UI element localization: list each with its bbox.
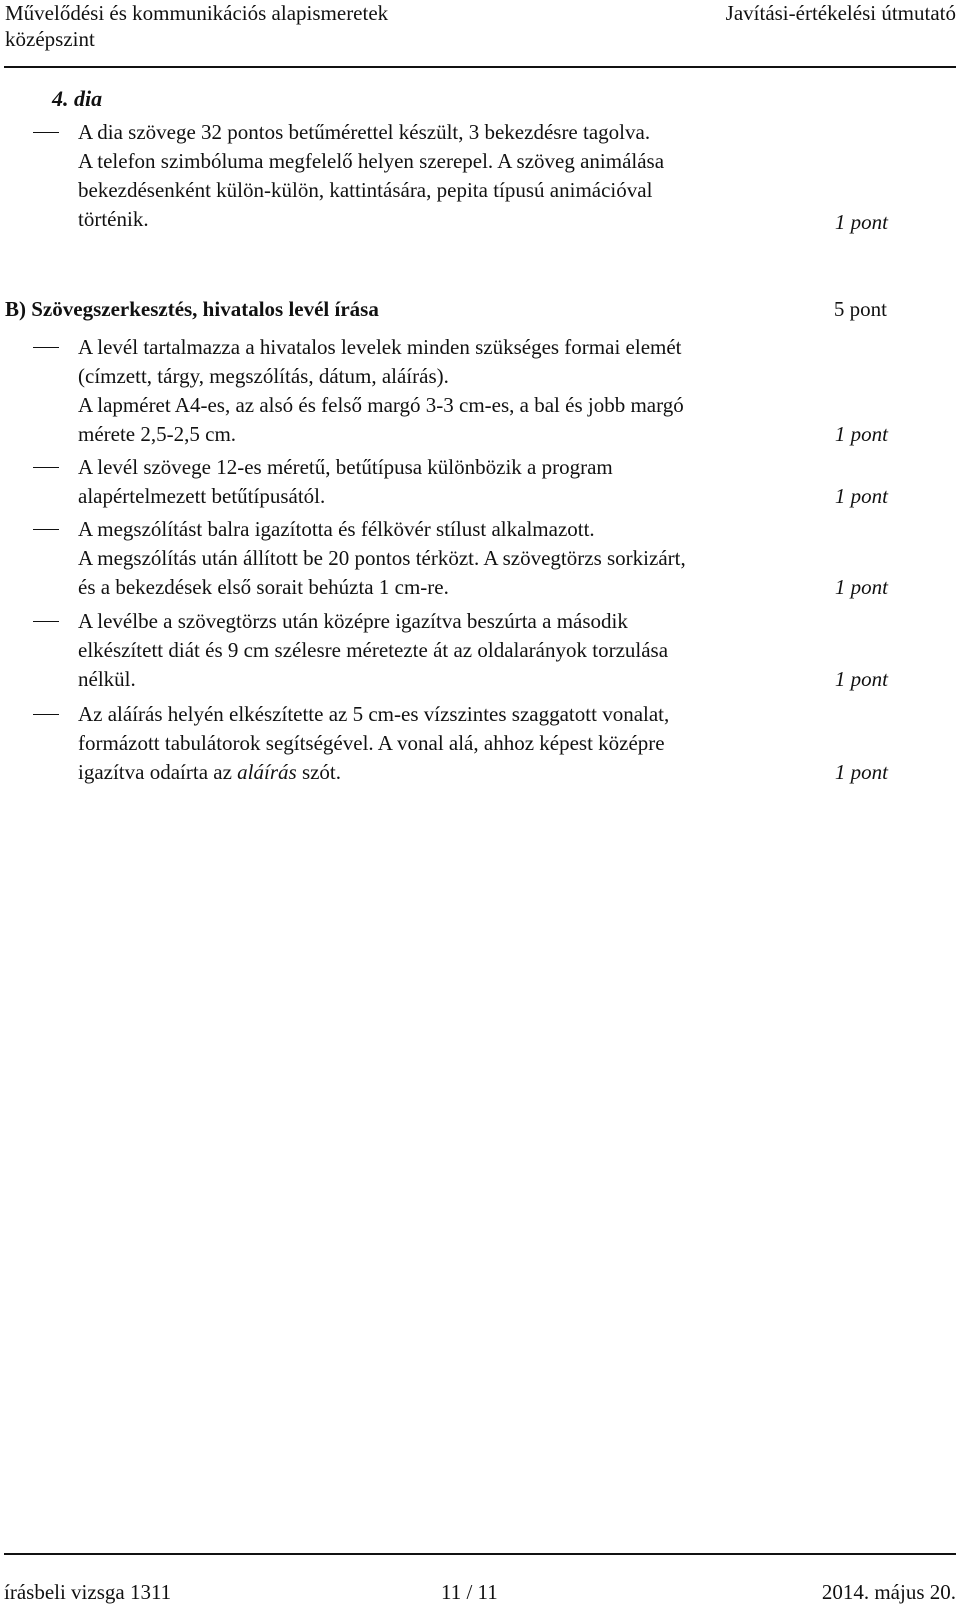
sectionB-item-5 [33,700,893,787]
dash-bullet [33,621,59,622]
emphasized-word: aláírás [237,760,297,784]
slide-title: 4. dia [52,86,103,111]
item-text [78,118,848,234]
item-line: A dia szövege 32 pontos betűmérettel készült, 3 bekezdésre tagolva. [78,120,651,144]
item-text [78,453,848,511]
sectionB-item-4 [33,607,893,694]
dash-bullet [33,529,59,530]
item-line: A levél tartalmazza a hivatalos levelek minden szükséges formai elemét [78,335,682,359]
item-points: 1 pont [834,210,888,234]
sectionB-item-2 [33,453,893,511]
item-line: nélkül. [78,667,136,691]
item-points: 1 pont [834,667,888,691]
item-text [78,700,848,787]
item-line: A lapméret A4-es, az alsó és felső margó 3-3 cm-es, a bal és jobb margó [78,393,684,417]
item-text [78,607,848,694]
header-guide-title: Javítási-értékelési útmutató [725,1,956,25]
header-subject-line2: középszint [5,27,95,51]
footer-page-number: 11 / 11 [441,1580,498,1604]
footer-date: 2014. május 20. [821,1580,956,1604]
item-line: A telefon szimbóluma megfelelő helyen szerepel. A szöveg animálása [78,149,665,173]
footer-exam-id: írásbeli vizsga 1311 [4,1580,172,1604]
dash-bullet [33,467,59,468]
item-line: A levél szövege 12-es méretű, betűtípusa különbözik a program [78,455,613,479]
item-line: bekezdésenként külön-külön, kattintására, pepita típusú animációval [78,178,653,202]
header-subject-line1: Művelődési és kommunikációs alapismeretek [5,1,389,25]
item-line: történik. [78,207,149,231]
item-line: (címzett, tárgy, megszólítás, dátum, aláírás). [78,364,449,388]
item-line: A megszólítást balra igazította és félkövér stílust alkalmazott. [78,517,595,541]
item-text [78,333,848,449]
item-text [78,515,848,602]
item-line: alapértelmezett betűtípusától. [78,484,326,508]
item-points: 1 pont [834,575,888,599]
item-line [78,758,848,787]
sectionB-item-3 [33,515,893,602]
item-line: A megszólítás után állított be 20 pontos térközt. A szövegtörzs sorkizárt, [78,546,686,570]
header-divider [4,66,956,68]
line-text: igazítva odaírta az [78,760,238,784]
sectionB-item-1 [33,333,893,449]
section-heading: B) Szövegszerkesztés, hivatalos levél írása [5,297,379,321]
line-text: szót. [296,760,342,784]
item-points: 1 pont [834,484,888,508]
item-line: elkészített diát és 9 cm szélesre méretezte át az oldalarányok torzulása [78,638,669,662]
header-subject [5,0,388,52]
item-line: mérete 2,5-2,5 cm. [78,422,237,446]
dash-bullet [33,132,59,133]
dash-bullet [33,714,59,715]
item-points: 1 pont [834,760,888,784]
item-points: 1 pont [834,422,888,446]
item-line: Az aláírás helyén elkészítette az 5 cm-es vízszintes szaggatott vonalat, [78,702,670,726]
section-total-points: 5 pont [833,297,887,321]
slide4-item-1 [33,118,893,234]
item-line: formázott tabulátorok segítségével. A vonal alá, ahhoz képest középre [78,731,665,755]
footer-divider [4,1553,956,1555]
dash-bullet [33,347,59,348]
item-line: A levélbe a szövegtörzs után középre igazítva beszúrta a második [78,609,628,633]
item-line: és a bekezdések első sorait behúzta 1 cm-re. [78,575,449,599]
